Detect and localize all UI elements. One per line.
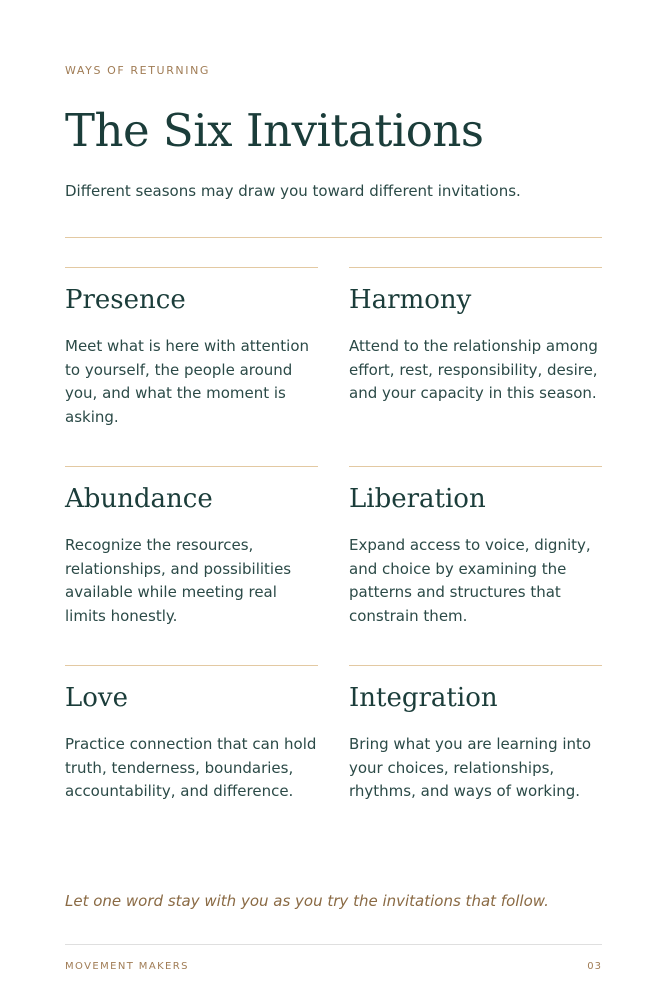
footer-brand: MOVEMENT MAKERS: [65, 961, 189, 972]
closing-prompt: Let one word stay with you as you try the invitations that follow.: [65, 892, 549, 910]
invitation-love: [65, 665, 318, 856]
invitation-liberation: [349, 466, 602, 657]
invitation-description: Attend to the relationship among effort, rest, responsibility, desire, and your capacity in this season.: [349, 337, 598, 402]
invitation-description: Recognize the resources, relationships, and possibilities available while meeting real limits honestly.: [65, 536, 292, 625]
invitation-title: Love: [65, 683, 128, 713]
invitation-presence: [65, 267, 318, 458]
invitation-title: Presence: [65, 285, 186, 315]
invitation-description: Practice connection that can hold truth, tenderness, boundaries, accountability, and difference.: [65, 735, 317, 800]
invitation-title: Liberation: [349, 484, 486, 514]
invitation-description: Bring what you are learning into your choices, relationships, rhythms, and ways of working.: [349, 735, 592, 800]
invitation-title: Abundance: [65, 484, 213, 514]
page-subtitle: Different seasons may draw you toward different invitations.: [65, 182, 521, 200]
invitation-abundance: [65, 466, 318, 657]
footer-divider: [65, 944, 602, 945]
invitation-description: Meet what is here with attention to yourself, the people around you, and what the moment is asking.: [65, 337, 309, 426]
section-eyebrow: WAYS OF RETURNING: [65, 64, 211, 77]
page-number: 03: [587, 961, 602, 972]
invitation-title: Integration: [349, 683, 498, 713]
invitation-harmony: [349, 267, 602, 458]
invitation-title: Harmony: [349, 285, 472, 315]
page-title: The Six Invitations: [65, 104, 484, 157]
header-divider: [65, 237, 602, 238]
invitation-integration: [349, 665, 602, 856]
invitation-description: Expand access to voice, dignity, and choice by examining the patterns and structures that constrain them.: [349, 536, 591, 625]
document-page: [65, 0, 602, 1000]
